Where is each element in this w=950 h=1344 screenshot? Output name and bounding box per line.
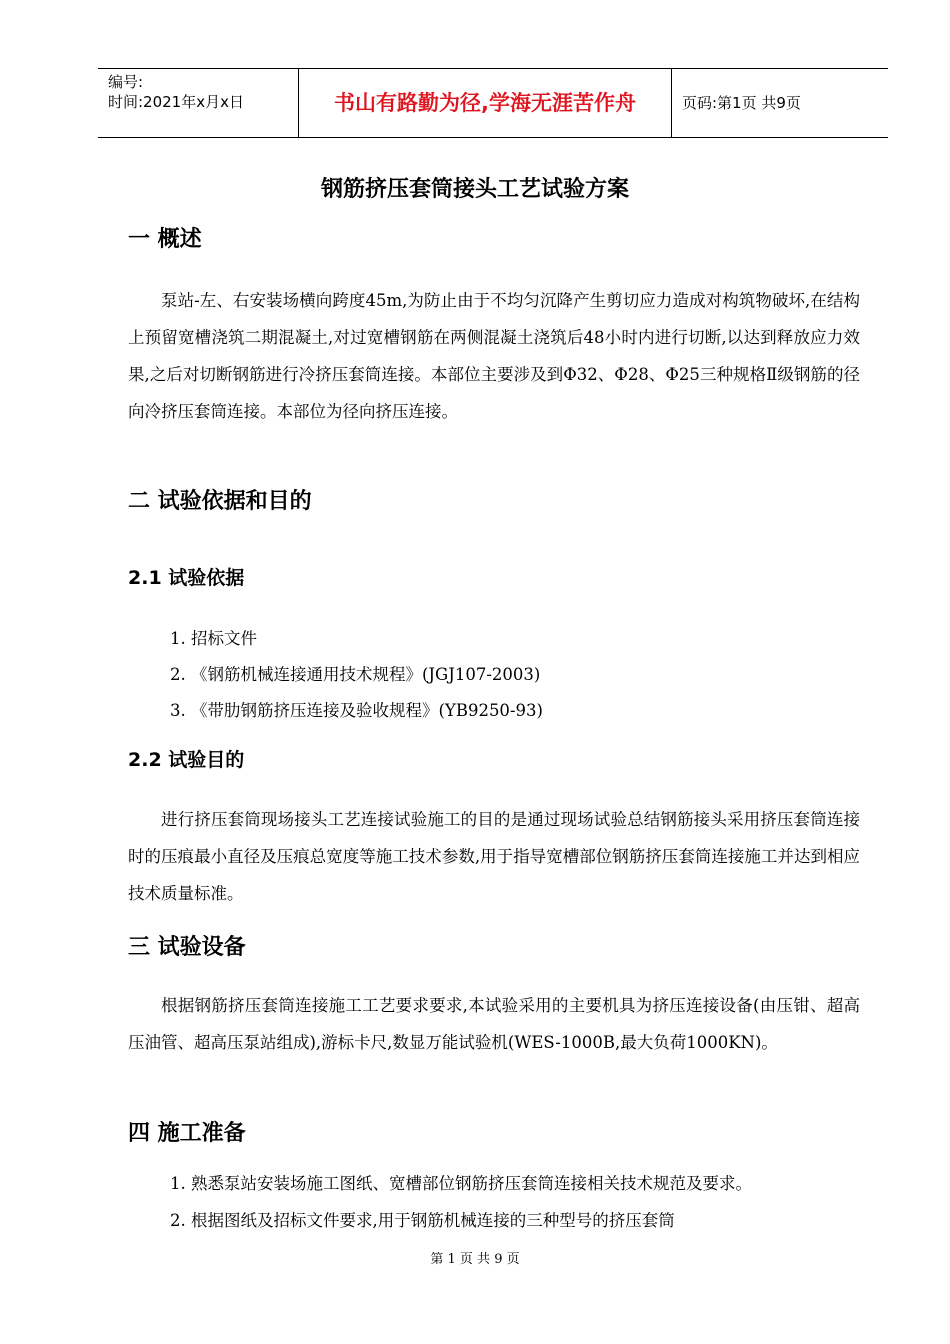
subsection-heading-basis: 2.1 试验依据 xyxy=(128,567,245,589)
section-heading-basis: 二 试验依据和目的 xyxy=(128,489,312,514)
purpose-paragraph: 进行挤压套筒现场接头工艺连接试验施工的目的是通过现场试验总结钢筋接头采用挤压套筒连接时的压痕最小直径及压痕总宽度等施工技术参数,用于指导宽槽部位钢筋挤压套筒连接施工并达到相应技术质量标准。 xyxy=(128,810,860,903)
basis-list-item-1: 1. 招标文件 xyxy=(170,629,257,648)
section-heading-preparation: 四 施工准备 xyxy=(128,1121,246,1146)
number-label: 编号: xyxy=(108,73,144,91)
time-label: 时间:2021年x月x日 xyxy=(108,93,244,111)
preparation-list-item-2: 2. 根据图纸及招标文件要求,用于钢筋机械连接的三种型号的挤压套筒 xyxy=(170,1211,675,1230)
page-footer: 第 1 页 共 9 页 xyxy=(430,1252,520,1267)
section-heading-overview: 一 概述 xyxy=(128,227,202,252)
basis-list-item-2: 2. 《钢筋机械连接通用技术规程》(JGJ107-2003) xyxy=(170,665,541,684)
document-title: 钢筋挤压套筒接头工艺试验方案 xyxy=(320,177,629,202)
subsection-heading-purpose: 2.2 试验目的 xyxy=(128,749,245,771)
header-motto: 书山有路勤为径,学海无涯苦作舟 xyxy=(299,69,672,137)
equipment-paragraph: 根据钢筋挤压套筒连接施工工艺要求要求,本试验采用的主要机具为挤压连接设备(由压钳、超高压油管、超高压泵站组成),游标卡尺,数显万能试验机(WES-1000B,最大负荷1000KN)。 xyxy=(128,996,860,1052)
section-heading-equipment: 三 试验设备 xyxy=(128,935,246,960)
page-header xyxy=(98,68,888,138)
header-page-info: 页码:第1页 共9页 xyxy=(682,94,801,112)
preparation-list-item-1: 1. 熟悉泵站安装场施工图纸、宽槽部位钢筋挤压套筒连接相关技术规范及要求。 xyxy=(170,1174,752,1193)
header-info-cell xyxy=(98,69,299,137)
overview-paragraph: 泵站-左、右安装场横向跨度45m,为防止由于不均匀沉降产生剪切应力造成对构筑物破坏,在结构上预留宽槽浇筑二期混凝土,对过宽槽钢筋在两侧混凝土浇筑后48小时内进行切断,以达到释放应力效果,之后对切断钢筋进行冷挤压套筒连接。本部位主要涉及到Φ32、Φ28、Φ25三种规格Ⅱ级钢筋的径向冷挤压套筒连接。本部位为径向挤压连接。 xyxy=(128,291,860,421)
basis-list-item-3: 3. 《带肋钢筋挤压连接及验收规程》(YB9250-93) xyxy=(170,701,543,720)
